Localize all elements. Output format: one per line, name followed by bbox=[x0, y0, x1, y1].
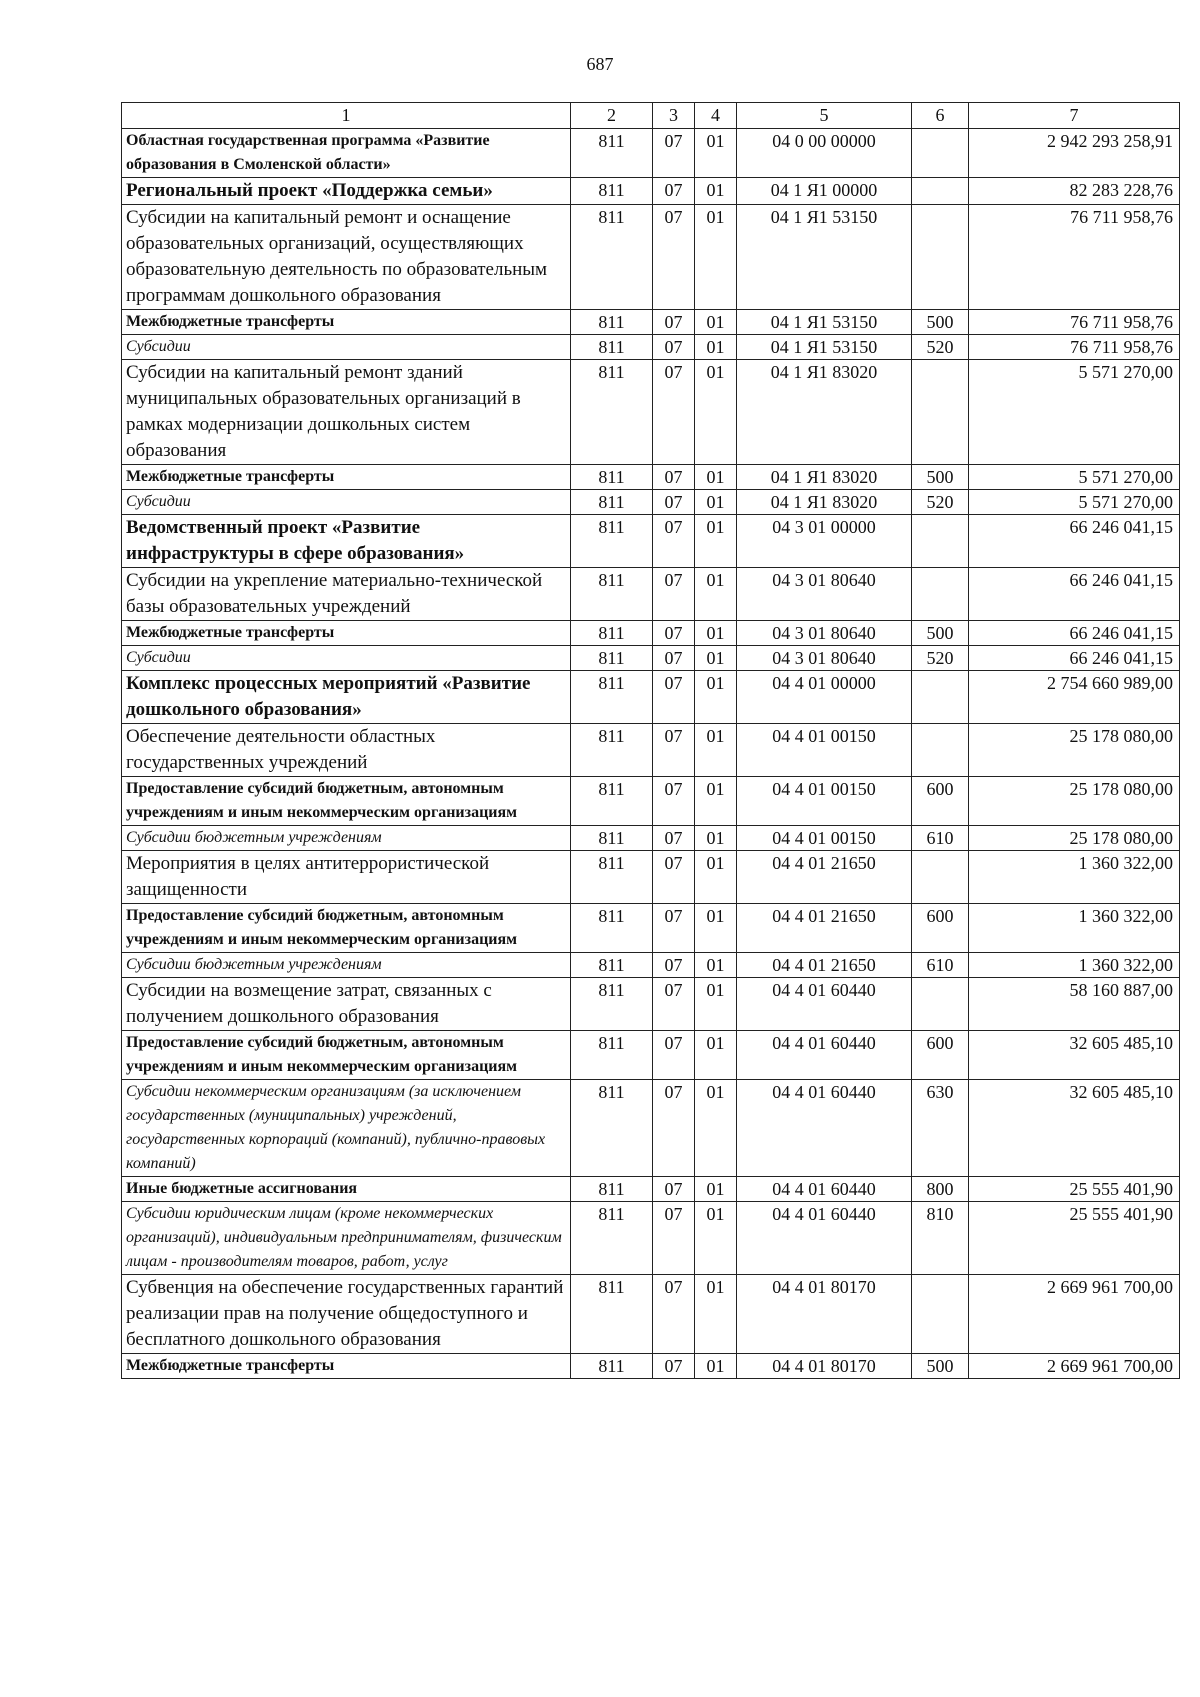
row-name-cell: Предоставление субсидий бюджетным, автономным учреждениям и иным некоммерческим организациям bbox=[122, 777, 571, 826]
row-expense-type-cell bbox=[912, 724, 969, 777]
row-subsection-cell: 01 bbox=[695, 1080, 737, 1177]
row-target-article-cell: 04 1 Я1 83020 bbox=[737, 465, 912, 490]
row-amount-cell: 66 246 041,15 bbox=[969, 515, 1180, 568]
row-admin-code-cell: 811 bbox=[571, 826, 653, 851]
row-target-article-cell: 04 4 01 60440 bbox=[737, 1080, 912, 1177]
table-row bbox=[122, 1275, 1180, 1354]
row-expense-type-cell bbox=[912, 360, 969, 465]
row-name-cell: Межбюджетные трансферты bbox=[122, 621, 571, 646]
row-name-cell: Субсидии бюджетным учреждениям bbox=[122, 826, 571, 851]
row-amount-cell: 5 571 270,00 bbox=[969, 360, 1180, 465]
row-amount-cell: 2 942 293 258,91 bbox=[969, 129, 1180, 178]
row-section-cell: 07 bbox=[653, 1354, 695, 1379]
row-admin-code-cell: 811 bbox=[571, 978, 653, 1031]
row-subsection-cell: 01 bbox=[695, 490, 737, 515]
row-name-cell: Субсидии юридическим лицам (кроме некоммерческих организаций), индивидуальным предпринимателям, физическим лицам - производителям товаров, работ, услуг bbox=[122, 1202, 571, 1275]
row-section-cell: 07 bbox=[653, 205, 695, 310]
row-subsection-cell: 01 bbox=[695, 777, 737, 826]
table-row bbox=[122, 360, 1180, 465]
row-admin-code-cell: 811 bbox=[571, 205, 653, 310]
row-target-article-cell: 04 4 01 21650 bbox=[737, 851, 912, 904]
row-admin-code-cell: 811 bbox=[571, 310, 653, 335]
row-admin-code-cell: 811 bbox=[571, 178, 653, 205]
row-amount-cell: 1 360 322,00 bbox=[969, 851, 1180, 904]
row-name-cell: Субсидии на капитальный ремонт зданий муниципальных образовательных организаций в рамках модернизации дошкольных систем образования bbox=[122, 360, 571, 465]
row-amount-cell: 82 283 228,76 bbox=[969, 178, 1180, 205]
header-col-1: 1 bbox=[122, 103, 571, 129]
header-col-6: 6 bbox=[912, 103, 969, 129]
row-name-cell: Мероприятия в целях антитеррористической защищенности bbox=[122, 851, 571, 904]
table-row bbox=[122, 978, 1180, 1031]
row-section-cell: 07 bbox=[653, 851, 695, 904]
row-target-article-cell: 04 1 Я1 53150 bbox=[737, 310, 912, 335]
row-amount-cell: 1 360 322,00 bbox=[969, 904, 1180, 953]
row-section-cell: 07 bbox=[653, 1031, 695, 1080]
row-expense-type-cell: 610 bbox=[912, 953, 969, 978]
row-name-cell: Ведомственный проект «Развитие инфраструктуры в сфере образования» bbox=[122, 515, 571, 568]
row-section-cell: 07 bbox=[653, 826, 695, 851]
row-subsection-cell: 01 bbox=[695, 978, 737, 1031]
row-subsection-cell: 01 bbox=[695, 515, 737, 568]
row-subsection-cell: 01 bbox=[695, 129, 737, 178]
row-target-article-cell: 04 4 01 00000 bbox=[737, 671, 912, 724]
row-subsection-cell: 01 bbox=[695, 205, 737, 310]
header-col-5: 5 bbox=[737, 103, 912, 129]
row-expense-type-cell bbox=[912, 978, 969, 1031]
row-subsection-cell: 01 bbox=[695, 851, 737, 904]
row-amount-cell: 2 669 961 700,00 bbox=[969, 1354, 1180, 1379]
row-expense-type-cell bbox=[912, 671, 969, 724]
row-expense-type-cell: 520 bbox=[912, 490, 969, 515]
row-amount-cell: 25 178 080,00 bbox=[969, 826, 1180, 851]
row-name-cell: Предоставление субсидий бюджетным, автономным учреждениям и иным некоммерческим организациям bbox=[122, 1031, 571, 1080]
row-section-cell: 07 bbox=[653, 1080, 695, 1177]
row-admin-code-cell: 811 bbox=[571, 953, 653, 978]
row-section-cell: 07 bbox=[653, 1275, 695, 1354]
row-subsection-cell: 01 bbox=[695, 724, 737, 777]
row-amount-cell: 1 360 322,00 bbox=[969, 953, 1180, 978]
row-name-cell: Субвенция на обеспечение государственных гарантий реализации прав на получение общедоступного и бесплатного дошкольного образования bbox=[122, 1275, 571, 1354]
row-expense-type-cell: 610 bbox=[912, 826, 969, 851]
row-section-cell: 07 bbox=[653, 465, 695, 490]
table-row bbox=[122, 490, 1180, 515]
table-row bbox=[122, 178, 1180, 205]
row-expense-type-cell: 500 bbox=[912, 465, 969, 490]
row-amount-cell: 76 711 958,76 bbox=[969, 310, 1180, 335]
row-target-article-cell: 04 3 01 80640 bbox=[737, 568, 912, 621]
table-row bbox=[122, 646, 1180, 671]
row-amount-cell: 25 555 401,90 bbox=[969, 1177, 1180, 1202]
row-expense-type-cell bbox=[912, 205, 969, 310]
row-subsection-cell: 01 bbox=[695, 671, 737, 724]
table-row bbox=[122, 621, 1180, 646]
row-admin-code-cell: 811 bbox=[571, 904, 653, 953]
table-row bbox=[122, 465, 1180, 490]
row-subsection-cell: 01 bbox=[695, 1354, 737, 1379]
row-expense-type-cell: 810 bbox=[912, 1202, 969, 1275]
row-name-cell: Субсидии bbox=[122, 335, 571, 360]
row-expense-type-cell: 500 bbox=[912, 310, 969, 335]
row-target-article-cell: 04 3 01 00000 bbox=[737, 515, 912, 568]
row-section-cell: 07 bbox=[653, 646, 695, 671]
row-target-article-cell: 04 4 01 00150 bbox=[737, 724, 912, 777]
row-section-cell: 07 bbox=[653, 1177, 695, 1202]
table-row bbox=[122, 724, 1180, 777]
row-name-cell: Субсидии бюджетным учреждениям bbox=[122, 953, 571, 978]
row-name-cell: Субсидии bbox=[122, 646, 571, 671]
row-admin-code-cell: 811 bbox=[571, 724, 653, 777]
row-name-cell: Межбюджетные трансферты bbox=[122, 1354, 571, 1379]
row-admin-code-cell: 811 bbox=[571, 1177, 653, 1202]
table-row bbox=[122, 1177, 1180, 1202]
row-admin-code-cell: 811 bbox=[571, 335, 653, 360]
row-section-cell: 07 bbox=[653, 335, 695, 360]
row-subsection-cell: 01 bbox=[695, 178, 737, 205]
row-expense-type-cell bbox=[912, 851, 969, 904]
row-target-article-cell: 04 4 01 21650 bbox=[737, 904, 912, 953]
row-amount-cell: 66 246 041,15 bbox=[969, 646, 1180, 671]
table-row bbox=[122, 953, 1180, 978]
row-expense-type-cell bbox=[912, 178, 969, 205]
row-admin-code-cell: 811 bbox=[571, 777, 653, 826]
table-row bbox=[122, 851, 1180, 904]
row-admin-code-cell: 811 bbox=[571, 671, 653, 724]
row-amount-cell: 2 754 660 989,00 bbox=[969, 671, 1180, 724]
row-section-cell: 07 bbox=[653, 310, 695, 335]
row-target-article-cell: 04 4 01 60440 bbox=[737, 1177, 912, 1202]
table-row bbox=[122, 1031, 1180, 1080]
row-expense-type-cell: 520 bbox=[912, 335, 969, 360]
row-section-cell: 07 bbox=[653, 978, 695, 1031]
row-admin-code-cell: 811 bbox=[571, 1275, 653, 1354]
row-subsection-cell: 01 bbox=[695, 335, 737, 360]
table-row bbox=[122, 568, 1180, 621]
row-name-cell: Комплекс процессных мероприятий «Развитие дошкольного образования» bbox=[122, 671, 571, 724]
row-target-article-cell: 04 4 01 80170 bbox=[737, 1275, 912, 1354]
row-subsection-cell: 01 bbox=[695, 1275, 737, 1354]
row-subsection-cell: 01 bbox=[695, 310, 737, 335]
row-subsection-cell: 01 bbox=[695, 621, 737, 646]
row-target-article-cell: 04 4 01 00150 bbox=[737, 826, 912, 851]
row-admin-code-cell: 811 bbox=[571, 851, 653, 904]
row-section-cell: 07 bbox=[653, 953, 695, 978]
row-name-cell: Межбюджетные трансферты bbox=[122, 310, 571, 335]
row-target-article-cell: 04 4 01 80170 bbox=[737, 1354, 912, 1379]
row-amount-cell: 25 178 080,00 bbox=[969, 777, 1180, 826]
row-expense-type-cell bbox=[912, 568, 969, 621]
table-row bbox=[122, 1080, 1180, 1177]
row-section-cell: 07 bbox=[653, 515, 695, 568]
header-col-3: 3 bbox=[653, 103, 695, 129]
row-section-cell: 07 bbox=[653, 621, 695, 646]
row-subsection-cell: 01 bbox=[695, 1202, 737, 1275]
row-amount-cell: 66 246 041,15 bbox=[969, 568, 1180, 621]
row-subsection-cell: 01 bbox=[695, 568, 737, 621]
row-admin-code-cell: 811 bbox=[571, 129, 653, 178]
table-row bbox=[122, 310, 1180, 335]
row-amount-cell: 2 669 961 700,00 bbox=[969, 1275, 1180, 1354]
row-amount-cell: 58 160 887,00 bbox=[969, 978, 1180, 1031]
header-col-2: 2 bbox=[571, 103, 653, 129]
header-col-7: 7 bbox=[969, 103, 1180, 129]
row-expense-type-cell: 600 bbox=[912, 1031, 969, 1080]
row-amount-cell: 32 605 485,10 bbox=[969, 1031, 1180, 1080]
row-expense-type-cell bbox=[912, 1275, 969, 1354]
row-admin-code-cell: 811 bbox=[571, 360, 653, 465]
table-row bbox=[122, 1202, 1180, 1275]
row-amount-cell: 76 711 958,76 bbox=[969, 205, 1180, 310]
row-amount-cell: 32 605 485,10 bbox=[969, 1080, 1180, 1177]
row-admin-code-cell: 811 bbox=[571, 490, 653, 515]
row-name-cell: Иные бюджетные ассигнования bbox=[122, 1177, 571, 1202]
row-target-article-cell: 04 3 01 80640 bbox=[737, 646, 912, 671]
row-name-cell: Региональный проект «Поддержка семьи» bbox=[122, 178, 571, 205]
row-target-article-cell: 04 1 Я1 53150 bbox=[737, 205, 912, 310]
row-target-article-cell: 04 1 Я1 83020 bbox=[737, 490, 912, 515]
row-section-cell: 07 bbox=[653, 129, 695, 178]
row-name-cell: Предоставление субсидий бюджетным, автономным учреждениям и иным некоммерческим организациям bbox=[122, 904, 571, 953]
row-admin-code-cell: 811 bbox=[571, 568, 653, 621]
row-amount-cell: 5 571 270,00 bbox=[969, 465, 1180, 490]
row-section-cell: 07 bbox=[653, 904, 695, 953]
row-admin-code-cell: 811 bbox=[571, 1354, 653, 1379]
table-row bbox=[122, 904, 1180, 953]
row-subsection-cell: 01 bbox=[695, 904, 737, 953]
row-subsection-cell: 01 bbox=[695, 826, 737, 851]
row-section-cell: 07 bbox=[653, 724, 695, 777]
row-target-article-cell: 04 1 Я1 83020 bbox=[737, 360, 912, 465]
header-row bbox=[122, 103, 1180, 129]
row-name-cell: Субсидии на укрепление материально-технической базы образовательных учреждений bbox=[122, 568, 571, 621]
row-subsection-cell: 01 bbox=[695, 1177, 737, 1202]
table-row bbox=[122, 671, 1180, 724]
row-expense-type-cell: 630 bbox=[912, 1080, 969, 1177]
row-expense-type-cell: 800 bbox=[912, 1177, 969, 1202]
row-expense-type-cell: 600 bbox=[912, 904, 969, 953]
table-row bbox=[122, 826, 1180, 851]
row-target-article-cell: 04 3 01 80640 bbox=[737, 621, 912, 646]
row-admin-code-cell: 811 bbox=[571, 1031, 653, 1080]
row-expense-type-cell: 520 bbox=[912, 646, 969, 671]
row-name-cell: Субсидии на капитальный ремонт и оснащение образовательных организаций, осуществляющих образовательную деятельность по образовательным программам дошкольного образования bbox=[122, 205, 571, 310]
row-admin-code-cell: 811 bbox=[571, 646, 653, 671]
row-subsection-cell: 01 bbox=[695, 360, 737, 465]
row-subsection-cell: 01 bbox=[695, 465, 737, 490]
table-body bbox=[122, 129, 1180, 1379]
row-admin-code-cell: 811 bbox=[571, 465, 653, 490]
row-name-cell: Обеспечение деятельности областных государственных учреждений bbox=[122, 724, 571, 777]
table-row bbox=[122, 335, 1180, 360]
row-name-cell: Субсидии на возмещение затрат, связанных с получением дошкольного образования bbox=[122, 978, 571, 1031]
row-section-cell: 07 bbox=[653, 178, 695, 205]
row-target-article-cell: 04 4 01 21650 bbox=[737, 953, 912, 978]
row-section-cell: 07 bbox=[653, 671, 695, 724]
row-admin-code-cell: 811 bbox=[571, 515, 653, 568]
row-target-article-cell: 04 4 01 60440 bbox=[737, 1202, 912, 1275]
row-expense-type-cell: 500 bbox=[912, 1354, 969, 1379]
table-row bbox=[122, 1354, 1180, 1379]
table-row bbox=[122, 205, 1180, 310]
row-subsection-cell: 01 bbox=[695, 953, 737, 978]
row-section-cell: 07 bbox=[653, 360, 695, 465]
row-amount-cell: 25 555 401,90 bbox=[969, 1202, 1180, 1275]
table-row bbox=[122, 129, 1180, 178]
row-section-cell: 07 bbox=[653, 490, 695, 515]
table-row bbox=[122, 777, 1180, 826]
row-subsection-cell: 01 bbox=[695, 646, 737, 671]
table-row bbox=[122, 515, 1180, 568]
budget-table bbox=[121, 102, 1180, 1379]
row-amount-cell: 66 246 041,15 bbox=[969, 621, 1180, 646]
row-name-cell: Субсидии некоммерческим организациям (за исключением государственных (муниципальных) учреждений, государственных корпораций (компаний), публично-правовых компаний) bbox=[122, 1080, 571, 1177]
row-expense-type-cell: 600 bbox=[912, 777, 969, 826]
row-admin-code-cell: 811 bbox=[571, 621, 653, 646]
row-name-cell: Субсидии bbox=[122, 490, 571, 515]
row-admin-code-cell: 811 bbox=[571, 1202, 653, 1275]
row-expense-type-cell bbox=[912, 129, 969, 178]
row-target-article-cell: 04 1 Я1 53150 bbox=[737, 335, 912, 360]
row-name-cell: Областная государственная программа «Развитие образования в Смоленской области» bbox=[122, 129, 571, 178]
row-target-article-cell: 04 1 Я1 00000 bbox=[737, 178, 912, 205]
header-col-4: 4 bbox=[695, 103, 737, 129]
row-target-article-cell: 04 0 00 00000 bbox=[737, 129, 912, 178]
row-target-article-cell: 04 4 01 00150 bbox=[737, 777, 912, 826]
row-admin-code-cell: 811 bbox=[571, 1080, 653, 1177]
row-target-article-cell: 04 4 01 60440 bbox=[737, 1031, 912, 1080]
row-target-article-cell: 04 4 01 60440 bbox=[737, 978, 912, 1031]
row-subsection-cell: 01 bbox=[695, 1031, 737, 1080]
row-amount-cell: 25 178 080,00 bbox=[969, 724, 1180, 777]
page-number: 687 bbox=[586, 54, 614, 74]
row-expense-type-cell bbox=[912, 515, 969, 568]
row-amount-cell: 76 711 958,76 bbox=[969, 335, 1180, 360]
row-section-cell: 07 bbox=[653, 777, 695, 826]
row-name-cell: Межбюджетные трансферты bbox=[122, 465, 571, 490]
row-section-cell: 07 bbox=[653, 568, 695, 621]
row-section-cell: 07 bbox=[653, 1202, 695, 1275]
row-expense-type-cell: 500 bbox=[912, 621, 969, 646]
row-amount-cell: 5 571 270,00 bbox=[969, 490, 1180, 515]
